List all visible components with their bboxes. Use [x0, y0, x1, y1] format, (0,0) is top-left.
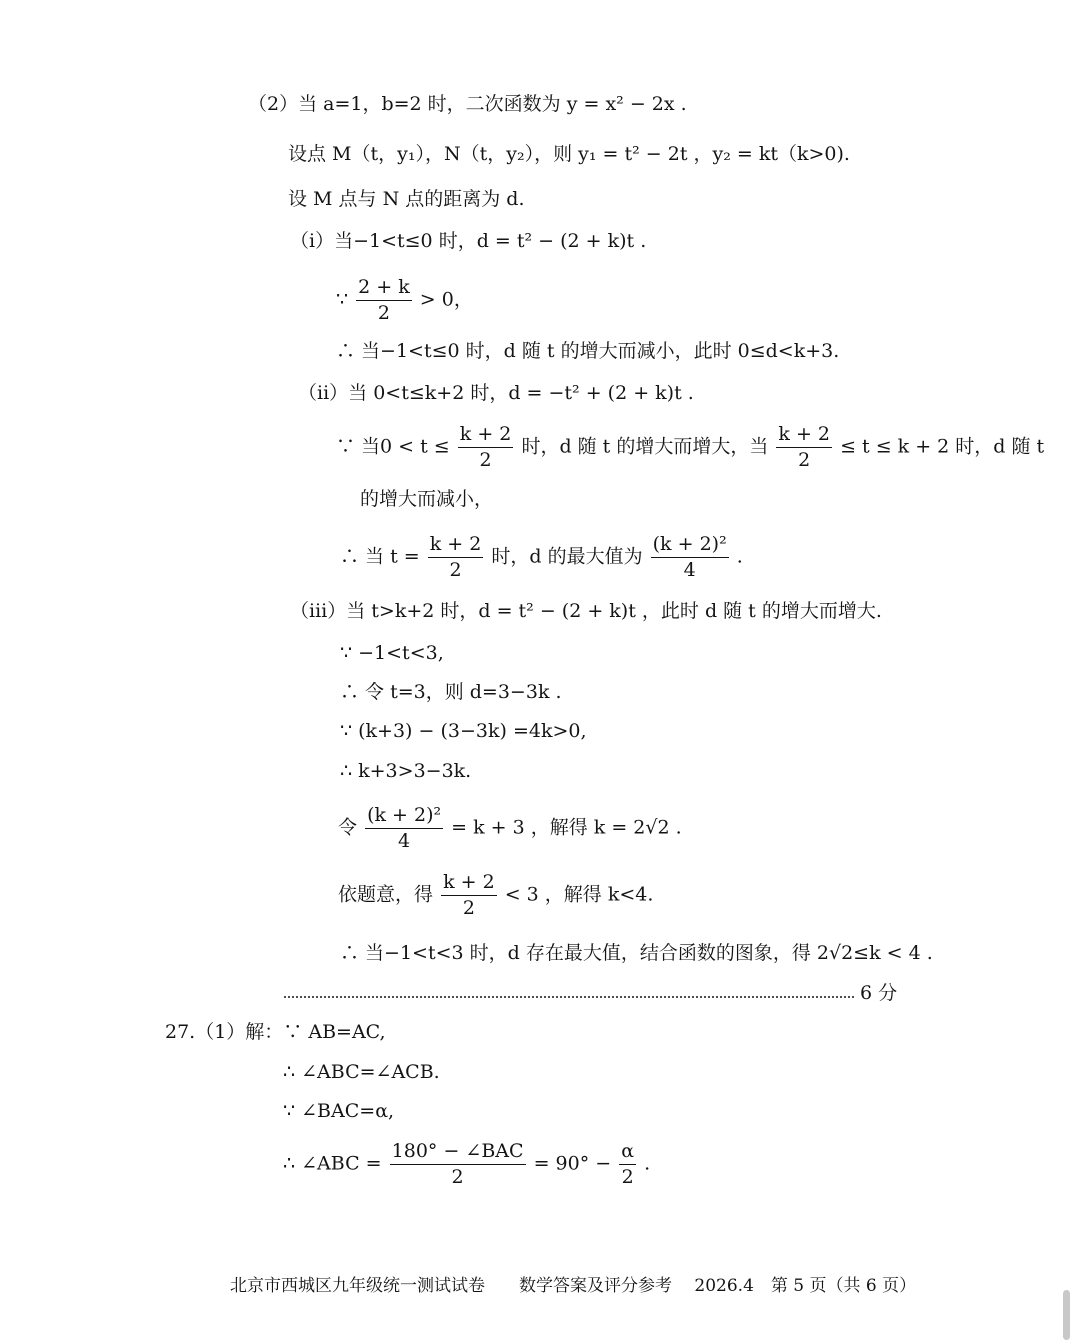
case2-t-fraction [428, 535, 484, 580]
q27-angle-formula-line [283, 1142, 650, 1187]
case1-because-tail: > 0， [419, 288, 473, 311]
because-symbol: ∵ [336, 288, 349, 311]
case1-because-line [336, 278, 473, 323]
case3-compare-line: ∵ (k+3) − (3−3k) =4k>0, [340, 720, 587, 742]
case2-t-fraction-denominator: 2 [449, 559, 462, 581]
case3-heading: （ⅲ）当 t>k+2 时，d = t² − (2 + k)t ，此时 d 随 t 的增大而增大. [290, 600, 882, 622]
q27-alpha-line: ∵ ∠BAC=α, [283, 1100, 395, 1122]
case2-heading: （ⅱ）当 0<t≤k+2 时，d = −t² + (2 + k)t . [298, 382, 694, 404]
case3-condition-fraction-denominator: 2 [462, 897, 475, 919]
case2-fraction-1 [458, 425, 514, 470]
case3-solve-fraction-denominator: 4 [398, 830, 411, 852]
case3-solve-pre: 令 [338, 816, 358, 839]
case2-max-fraction-numerator: (k + 2)² [651, 535, 729, 558]
case3-condition-tail: < 3 ，解得 k<4. [504, 883, 654, 906]
case3-condition-pre: 依题意，得 [338, 883, 434, 906]
case3-condition-line [338, 873, 653, 918]
case2-fraction-2-numerator: k + 2 [776, 425, 832, 448]
case2-because-pre: ∵ 当0 < t ≤ [336, 435, 450, 458]
scrollbar-thumb[interactable] [1063, 1290, 1070, 1340]
case2-fraction-2-denominator: 2 [798, 449, 811, 471]
q27-angle-equal-line: ∴ ∠ABC=∠ACB. [283, 1061, 440, 1083]
case2-because-tail: ≤ t ≤ k + 2 时，d 随 t [840, 435, 1045, 458]
case3-condition-fraction [441, 873, 497, 918]
case2-conclusion-mid: 时，d 的最大值为 [491, 545, 643, 568]
case2-conclusion-tail: . [736, 545, 743, 568]
q27-formula-mid: = 90° − [533, 1152, 612, 1175]
q27-heading: 27.（1）解：∵ AB=AC, [165, 1021, 386, 1043]
q27-formula-pre: ∴ ∠ABC = [283, 1152, 382, 1175]
q27-alpha-fraction-numerator: α [619, 1142, 636, 1165]
score-label: 6 分 [860, 982, 898, 1004]
case3-solve-fraction-numerator: (k + 2)² [365, 806, 443, 829]
case1-conclusion: ∴ 当−1<t≤0 时，d 随 t 的增大而减小，此时 0≤d<k+3. [336, 340, 840, 362]
case3-inequality-line: ∴ k+3>3−3k. [340, 760, 472, 782]
case3-solve-line [338, 806, 682, 851]
case2-conclusion-pre: ∴ 当 t = [340, 545, 420, 568]
q27-alpha-fraction [619, 1142, 636, 1187]
case3-let-line: ∴ 令 t=3，则 d=3−3k . [340, 681, 562, 703]
score-dotted-leader [283, 996, 856, 998]
case2-fraction-2 [776, 425, 832, 470]
case2-max-fraction-denominator: 4 [683, 559, 696, 581]
part2-distance-line: 设 M 点与 N 点的距离为 d. [288, 188, 525, 210]
case1-heading: （ⅰ）当−1<t≤0 时，d = t² − (2 + k)t . [290, 230, 647, 252]
case3-solve-tail: = k + 3 ，解得 k = 2√2 . [451, 816, 682, 839]
case2-because-mid: 时，d 随 t 的增大而增大，当 [521, 435, 769, 458]
case2-t-fraction-numerator: k + 2 [428, 535, 484, 558]
q27-alpha-fraction-denominator: 2 [621, 1166, 634, 1188]
case3-solve-fraction [365, 806, 443, 851]
case2-fraction-1-denominator: 2 [479, 449, 492, 471]
case3-range-line: ∵ −1<t<3, [340, 642, 444, 664]
case2-continuation: 的增大而减小， [360, 488, 494, 510]
q27-formula-fraction-denominator: 2 [451, 1166, 464, 1188]
case2-conclusion-line [340, 535, 743, 580]
page-footer: 北京市西城区九年级统一测试试卷 数学答案及评分参考 2026.4 第 5 页（共 6 页） [230, 1276, 917, 1296]
part2-points-line: 设点 M（t，y₁），N（t，y₂），则 y₁ = t² − 2t ，y₂ = kt（k>0). [288, 143, 850, 165]
case1-fraction [356, 278, 412, 323]
case2-because-line [336, 425, 1044, 470]
case2-fraction-1-numerator: k + 2 [458, 425, 514, 448]
case1-fraction-numerator: 2 + k [356, 278, 412, 301]
part2-intro-line: （2）当 a=1，b=2 时，二次函数为 y = x² − 2x . [248, 93, 687, 115]
q27-formula-tail: . [644, 1152, 651, 1175]
q27-formula-fraction [390, 1142, 526, 1187]
case1-fraction-denominator: 2 [377, 302, 390, 324]
q27-formula-fraction-numerator: 180° − ∠BAC [390, 1142, 526, 1165]
case3-final-conclusion: ∴ 当−1<t<3 时，d 存在最大值，结合函数的图象，得 2√2≤k < 4 . [340, 942, 933, 964]
case2-max-fraction [651, 535, 729, 580]
case3-condition-fraction-numerator: k + 2 [441, 873, 497, 896]
